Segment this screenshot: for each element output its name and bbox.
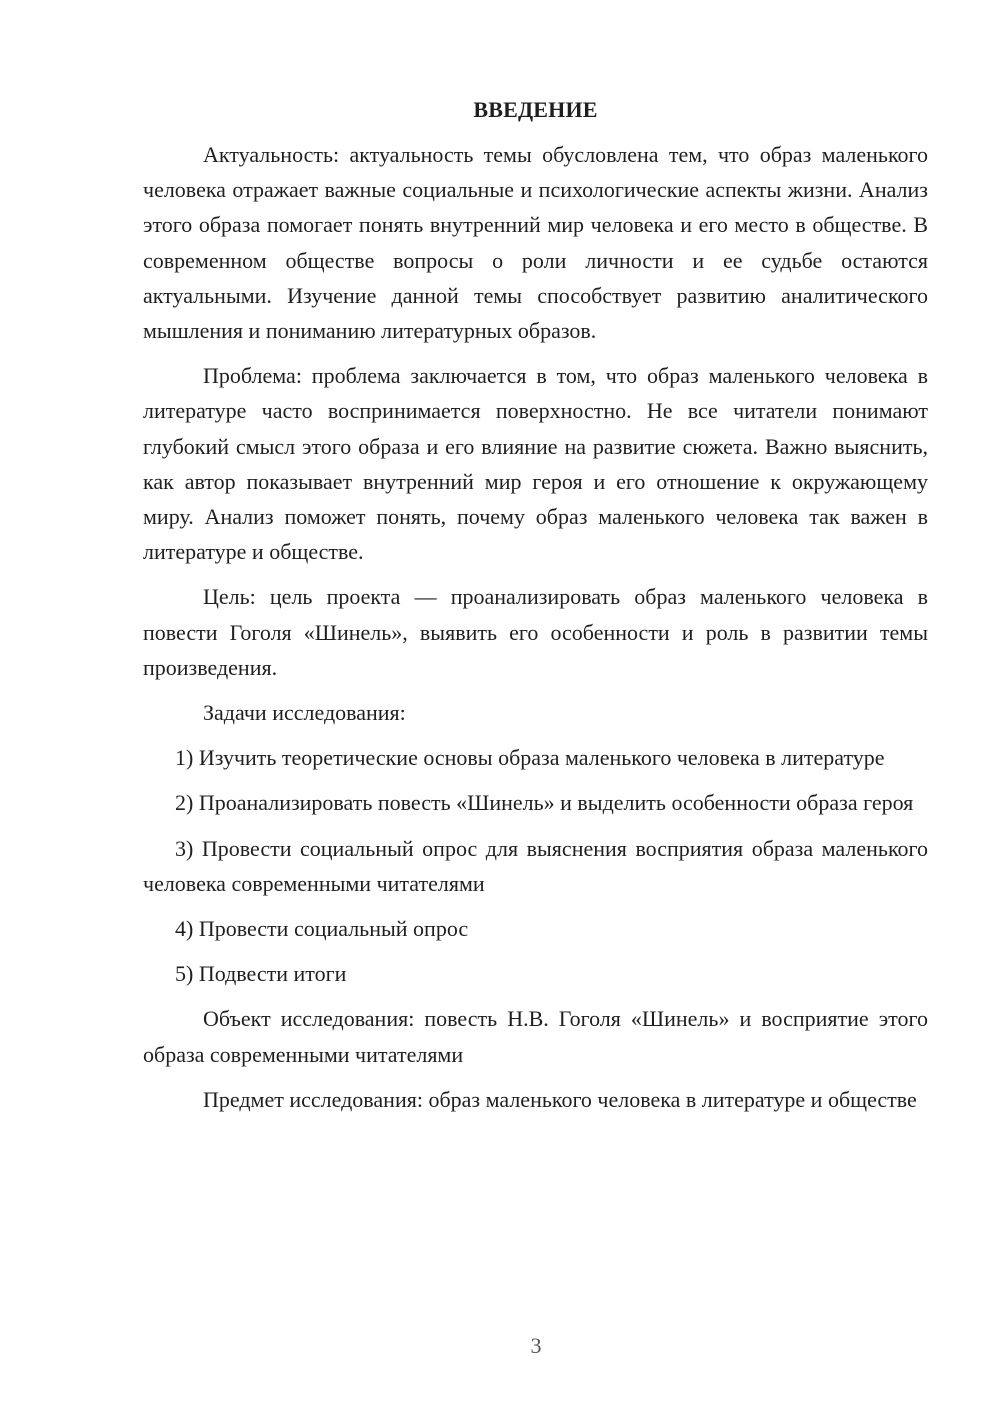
task-item: 5) Подвести итоги [175, 961, 347, 987]
document-page [143, 92, 928, 1117]
task-item: 4) Провести социальный опрос [175, 916, 469, 942]
tasks-heading: Задачи исследования: [203, 700, 406, 726]
problem-paragraph: Проблема: проблема заключается в том, что образ маленького человека в литературе часто воспринимается поверхностно. Не все читатели понимают глубокий смысл этого образа и его влияние на развитие сюжета. Важно выяснить, как автор показывает внутренний мир героя и его отношение к окружающему миру. Анализ поможет понять, почему образ маленького человека так важен в литературе и обществе. [143, 363, 928, 565]
relevance-paragraph: Актуальность: актуальность темы обусловлена тем, что образ маленького человека отражает важные социальные и психологические аспекты жизни. Анализ этого образа помогает понять внутренний мир человека и его место в обществе. В современном обществе вопросы о роли личности и ее судьбе остаются актуальными. Изучение данной темы способствует развитию аналитического мышления и пониманию литературных образов. [143, 142, 928, 344]
task-item: 2) Проанализировать повесть «Шинель» и выделить особенности образа героя [175, 790, 914, 816]
goal-paragraph: Цель: цель проекта — проанализировать образ маленького человека в повести Гоголя «Шинель», выявить его особенности и роль в развитии темы произведения. [143, 584, 928, 680]
subject-paragraph: Предмет исследования: образ маленького человека в литературе и обществе [203, 1086, 917, 1112]
section-title: ВВЕДЕНИЕ [473, 97, 598, 122]
object-paragraph: Объект исследования: повесть Н.В. Гоголя «Шинель» и восприятие этого образа современными читателями [143, 1006, 928, 1067]
task-item: 3) Провести социальный опрос для выяснения восприятия образа маленького человека современными читателями [143, 835, 928, 896]
task-item: 1) Изучить теоретические основы образа маленького человека в литературе [175, 745, 885, 771]
page-number: 3 [530, 1333, 542, 1358]
